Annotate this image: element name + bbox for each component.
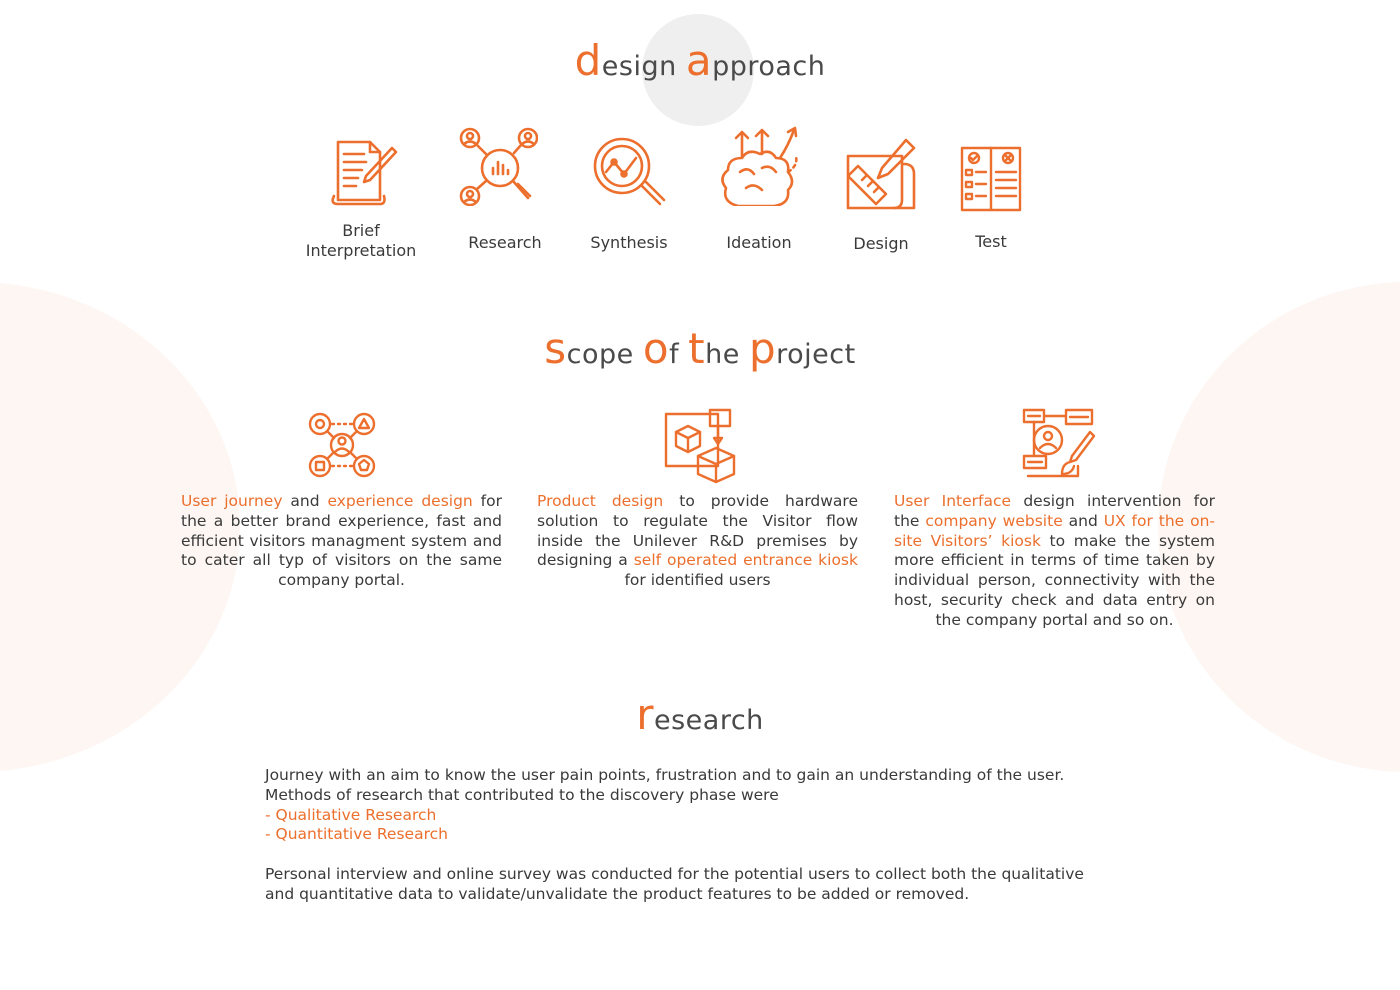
design-approach-heading: design approach <box>574 36 826 85</box>
step-label-synthesis: Synthesis <box>590 233 668 252</box>
research-method-qualitative: - Qualitative Research <box>265 805 437 824</box>
synthesis-magnifier-icon <box>588 132 668 212</box>
research-method-quantitative: - Quantitative Research <box>265 825 448 844</box>
step-label-test: Test <box>975 232 1007 251</box>
research-line: Journey with an aim to know the user pain points, frustration and to gain an understanding of the user. <box>265 766 1065 784</box>
scope-text-user-journey: User journey and experience design for the a better brand experience, fast and efficient visitors managment system and to cater all typ of visitors on the same company portal. <box>181 492 502 590</box>
research-body <box>265 766 1165 905</box>
research-line: Methods of research that contributed to the discovery phase were <box>265 785 779 804</box>
test-checklist-icon <box>952 140 1032 220</box>
product-design-icon <box>660 404 740 484</box>
design-pencil-icon <box>842 134 922 214</box>
research-line: Personal interview and online survey was conducted for the potential users to collect both the qualitative <box>265 864 1084 883</box>
user-interface-icon <box>1018 404 1098 484</box>
ideation-brain-icon <box>718 126 798 206</box>
step-label-research: Research <box>468 233 542 252</box>
research-line: and quantitative data to validate/unvalidate the product features to be added or removed. <box>265 884 970 903</box>
brief-document-icon <box>322 134 402 214</box>
scope-heading: scope of the project <box>544 324 856 373</box>
user-journey-icon <box>302 404 382 484</box>
step-label-ideation: Ideation <box>726 233 792 252</box>
scope-text-user-interface: User Interface design intervention for the company website and UX for the on-site Visitors’ kiosk to make the system more efficient in terms of time taken by individual person, connectivity with the host, security check and data entry on the company portal and so on. <box>894 492 1215 629</box>
research-magnifier-icon <box>458 126 538 206</box>
scope-text-product-design: Product design to provide hardware solution to regulate the Visitor flow inside the Unilever R&D premises by designing a self operated entrance kiosk for identified users <box>537 492 858 590</box>
step-label-brief: Brief Interpretation <box>305 221 417 260</box>
step-label-design: Design <box>853 234 909 253</box>
research-heading: research <box>636 690 764 739</box>
